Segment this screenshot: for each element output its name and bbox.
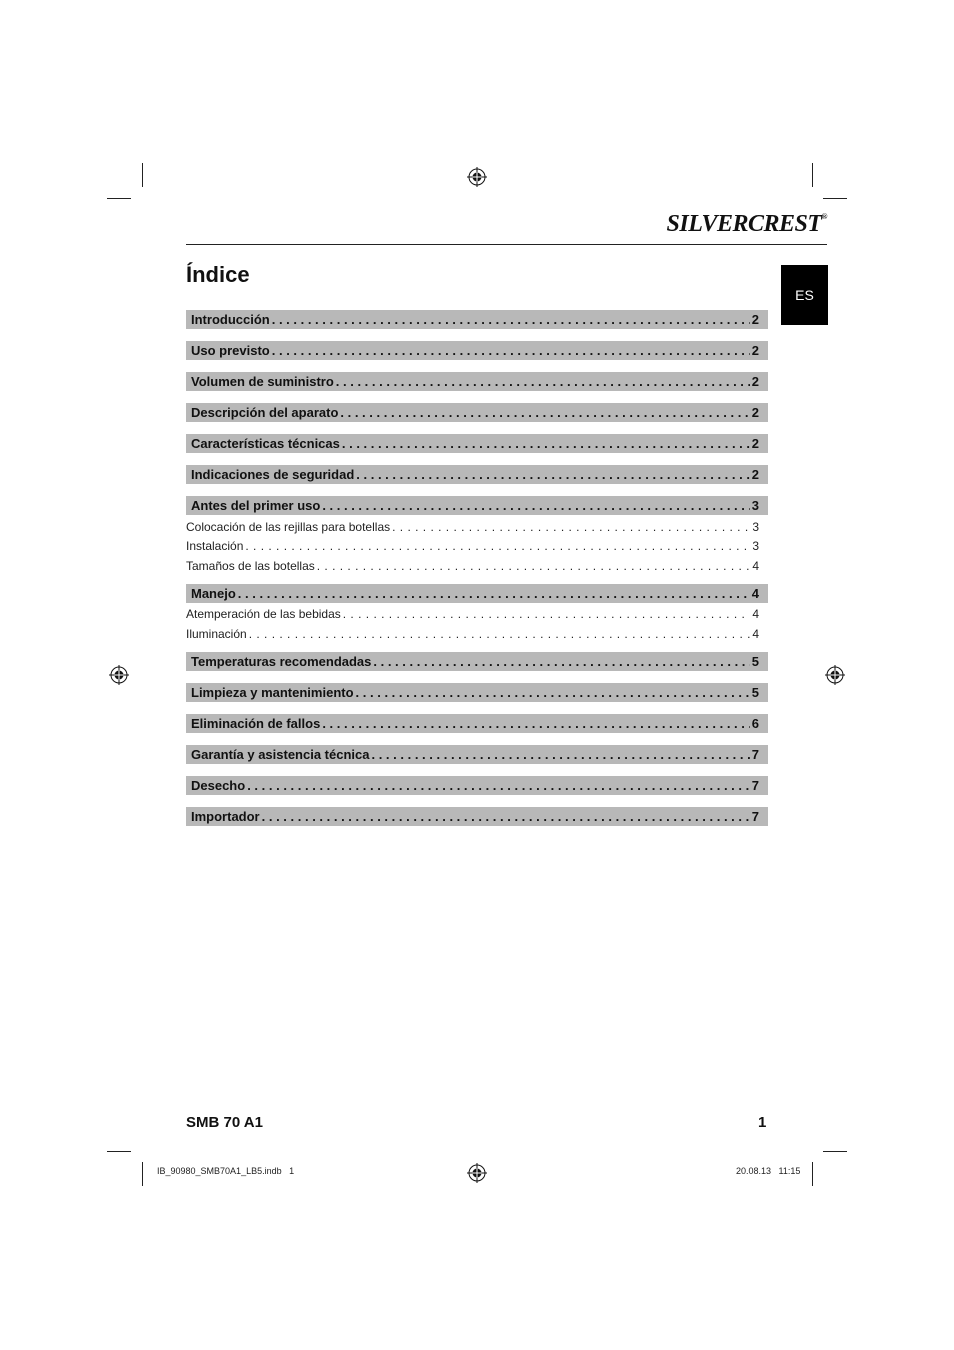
- toc-leader-dots: [356, 467, 749, 482]
- toc-entry[interactable]: [186, 465, 768, 484]
- toc-leader-dots: [247, 778, 750, 793]
- toc-entry-page: 2: [751, 374, 759, 389]
- crop-mark: [812, 1162, 813, 1186]
- toc-entry-page: 2: [751, 436, 759, 451]
- toc-entry-title: Indicaciones de seguridad: [191, 467, 355, 482]
- toc-entry-page: 5: [751, 653, 759, 669]
- toc-leader-dots: [262, 809, 750, 824]
- toc-entry-title: Limpieza y mantenimiento: [191, 684, 354, 700]
- header-divider: [186, 244, 827, 245]
- toc-subentry-title: Atemperación de las bebidas: [186, 607, 341, 622]
- crop-mark: [142, 1162, 143, 1186]
- toc-subentry-page: 3: [752, 519, 759, 534]
- toc-entry-title: Volumen de suministro: [191, 374, 334, 389]
- toc-entry-title: Descripción del aparato: [191, 405, 339, 420]
- toc-leader-dots: [371, 747, 749, 762]
- brand-logo: SILVERCREST®: [666, 211, 827, 237]
- toc-leader-dots: [356, 685, 750, 700]
- toc-entry[interactable]: [186, 652, 768, 671]
- model-number: SMB 70 A1: [186, 1114, 263, 1131]
- language-tab: ES: [781, 265, 828, 325]
- toc-entry[interactable]: [186, 745, 768, 764]
- toc-entry[interactable]: [186, 341, 768, 360]
- toc-leader-dots: [342, 436, 750, 451]
- registration-mark-icon: [825, 665, 845, 685]
- crop-mark: [107, 1151, 131, 1152]
- toc-subentry-title: Iluminación: [186, 626, 247, 641]
- toc-leader-dots: [238, 586, 750, 601]
- toc-entry-title: Eliminación de fallos: [191, 715, 321, 731]
- toc-subentry-title: Tamaños de las botellas: [186, 558, 315, 573]
- page-number: 1: [758, 1114, 767, 1131]
- toc-leader-dots: [373, 654, 749, 669]
- toc-entry[interactable]: [186, 496, 768, 515]
- toc-subentry-page: 4: [752, 626, 759, 641]
- toc-entry[interactable]: [186, 372, 768, 391]
- table-of-contents: [186, 310, 768, 838]
- toc-entry-title: Uso previsto: [191, 343, 270, 358]
- registration-mark-icon: [467, 1163, 487, 1183]
- toc-entry-page: 5: [751, 684, 759, 700]
- toc-entry-page: 2: [751, 467, 759, 482]
- toc-entry-title: Temperaturas recomendadas: [191, 653, 372, 669]
- crop-mark: [823, 198, 847, 199]
- toc-subentry-page: 3: [752, 539, 759, 554]
- toc-entry[interactable]: [186, 807, 768, 826]
- toc-leader-dots: [272, 312, 750, 327]
- page-title: Índice: [186, 262, 250, 287]
- toc-entry-page: 2: [751, 312, 759, 327]
- toc-entry-title: Garantía y asistencia técnica: [191, 746, 370, 762]
- toc-subentry-group: [186, 517, 768, 576]
- toc-entry-title: Importador: [191, 808, 260, 824]
- toc-entry-page: 7: [751, 746, 759, 762]
- print-slug-file: IB_90980_SMB70A1_LB5.indb 1: [157, 1166, 295, 1176]
- toc-subentry[interactable]: [186, 624, 768, 644]
- toc-subentry[interactable]: [186, 605, 768, 625]
- toc-leader-dots: [336, 374, 750, 389]
- crop-mark: [812, 163, 813, 187]
- toc-entry-title: Características técnicas: [191, 436, 340, 451]
- toc-entry[interactable]: [186, 714, 768, 733]
- toc-entry-title: Manejo: [191, 585, 236, 601]
- toc-entry[interactable]: [186, 776, 768, 795]
- toc-entry[interactable]: [186, 584, 768, 603]
- toc-entry[interactable]: [186, 683, 768, 702]
- toc-subentry-page: 4: [752, 558, 759, 573]
- toc-subentry-title: Colocación de las rejillas para botellas: [186, 519, 391, 534]
- toc-subentry-page: 4: [752, 607, 759, 622]
- toc-leader-dots: [317, 559, 751, 573]
- toc-entry-page: 7: [751, 808, 759, 824]
- toc-entry-page: 3: [751, 498, 759, 513]
- toc-subentry[interactable]: [186, 537, 768, 557]
- registration-mark-icon: [109, 665, 129, 685]
- toc-entry-page: 7: [751, 777, 759, 793]
- toc-leader-dots: [245, 539, 750, 553]
- print-slug-date: 20.08.13 11:15: [736, 1166, 801, 1176]
- toc-leader-dots: [343, 607, 751, 621]
- toc-subentry[interactable]: [186, 517, 768, 537]
- crop-mark: [107, 198, 131, 199]
- toc-entry-title: Desecho: [191, 777, 246, 793]
- crop-mark: [142, 163, 143, 187]
- crop-mark: [823, 1151, 847, 1152]
- toc-subentry-title: Instalación: [186, 539, 244, 554]
- toc-entry-page: 6: [751, 715, 759, 731]
- toc-entry-page: 2: [751, 343, 759, 358]
- toc-leader-dots: [272, 343, 750, 358]
- toc-entry-page: 2: [751, 405, 759, 420]
- toc-subentry[interactable]: [186, 556, 768, 576]
- toc-leader-dots: [249, 627, 751, 641]
- toc-entry[interactable]: [186, 434, 768, 453]
- toc-leader-dots: [322, 716, 749, 731]
- toc-entry[interactable]: [186, 403, 768, 422]
- toc-entry-title: Antes del primer uso: [191, 498, 321, 513]
- toc-leader-dots: [392, 520, 750, 534]
- toc-leader-dots: [322, 498, 749, 513]
- toc-subentry-group: [186, 605, 768, 644]
- toc-entry[interactable]: [186, 310, 768, 329]
- toc-leader-dots: [340, 405, 749, 420]
- toc-entry-title: Introducción: [191, 312, 270, 327]
- toc-entry-page: 4: [751, 585, 759, 601]
- registration-mark-icon: [467, 167, 487, 187]
